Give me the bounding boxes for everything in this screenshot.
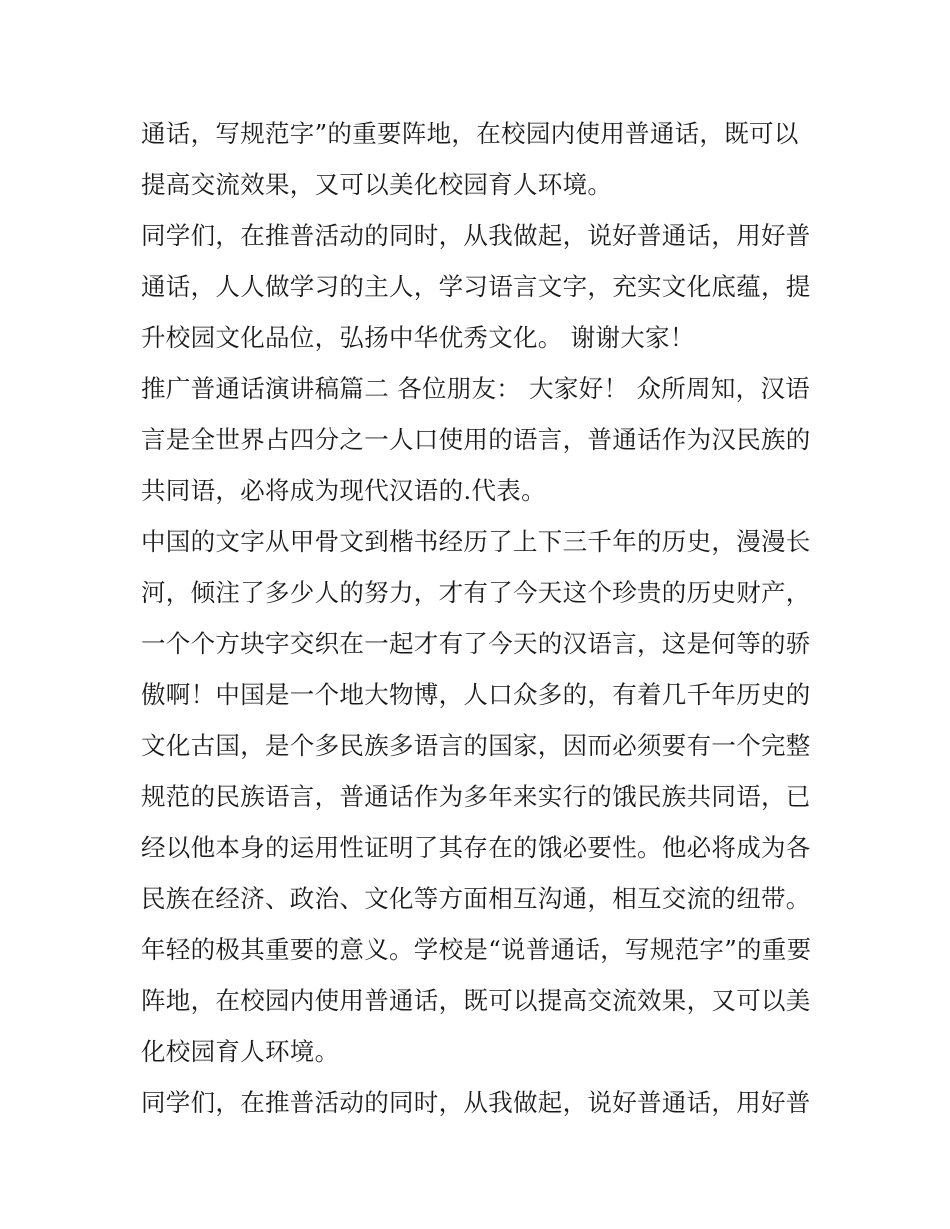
text-line: 一个个方块字交织在一起才有了今天的汉语言，这是何等的骄 [141, 629, 811, 658]
text-line: 规范的民族语言，普通话作为多年来实行的饿民族共同语，已 [141, 782, 811, 811]
text-line: 同学们，在推普活动的同时，从我做起，说好普通话，用好普 [141, 1088, 811, 1117]
text-line: 升校园文化品位，弘扬中华优秀文化。 谢谢大家！ [141, 323, 695, 352]
text-line: 中国的文字从甲骨文到楷书经历了上下三千年的历史，漫漫长 [141, 527, 811, 556]
text-line: 化校园育人环境。 [141, 1037, 340, 1066]
text-line: 共同语，必将成为现代汉语的.代表。 [141, 476, 546, 505]
text-line: 通话，人人做学习的主人，学习语言文字，充实文化底蕴，提 [141, 272, 811, 301]
text-line: 言是全世界占四分之一人口使用的语言，普通话作为汉民族的 [141, 425, 811, 454]
text-line: 推广普通话演讲稿篇二 各位朋友： 大家好！ 众所周知，汉语 [141, 374, 811, 403]
text-line: 文化古国，是个多民族多语言的国家，因而必须要有一个完整 [141, 731, 811, 760]
text-line: 同学们，在推普活动的同时，从我做起，说好普通话，用好普 [141, 221, 811, 250]
text-line: 阵地，在校园内使用普通话，既可以提高交流效果，又可以美 [141, 986, 811, 1015]
speech-body-text [141, 108, 821, 1128]
text-line: 民族在经济、政治、文化等方面相互沟通，相互交流的纽带。 [141, 884, 811, 913]
text-line: 年轻的极其重要的意义。学校是“说普通话，写规范字”的重要 [141, 935, 812, 964]
text-line: 提高交流效果，又可以美化校园育人环境。 [141, 170, 613, 199]
text-line: 傲啊！中国是一个地大物博，人口众多的，有着几千年历史的 [141, 680, 811, 709]
text-line: 通话，写规范字”的重要阵地，在校园内使用普通话，既可以 [141, 119, 799, 148]
text-line: 经以他本身的运用性证明了其存在的饿必要性。他必将成为各 [141, 833, 811, 862]
text-line: 河，倾注了多少人的努力，才有了今天这个珍贵的历史财产， [141, 578, 811, 607]
